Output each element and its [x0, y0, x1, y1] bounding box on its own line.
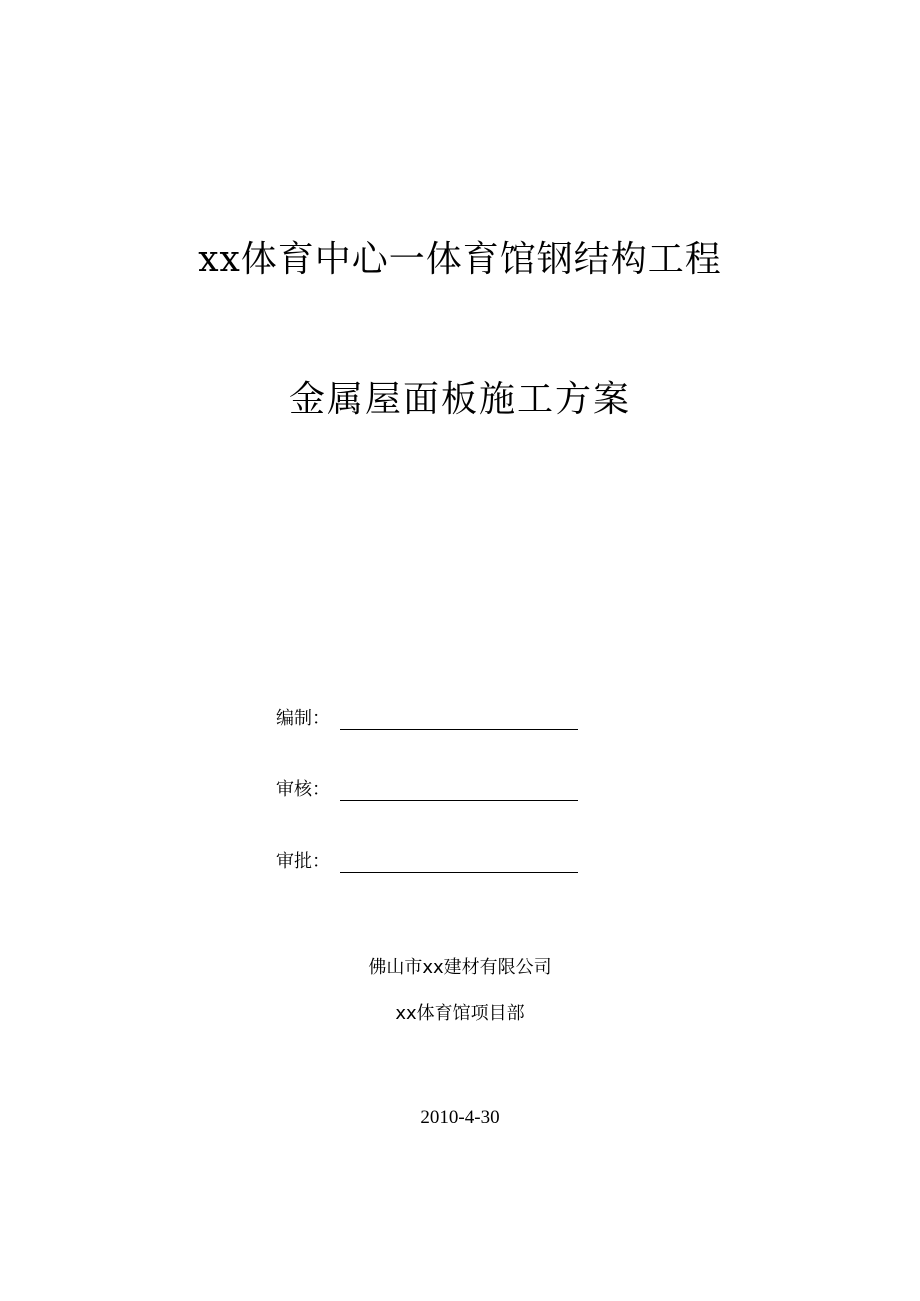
signature-row-compiled	[276, 704, 596, 734]
document-title-line-1: xx体育中心一体育馆钢结构工程	[198, 239, 722, 280]
signature-blank-compiled	[340, 729, 578, 730]
signature-blank-approved	[340, 872, 578, 873]
signature-label-approved: 审批：	[276, 851, 330, 872]
signature-row-reviewed	[276, 775, 596, 805]
signature-label-reviewed: 审核：	[276, 779, 330, 800]
signature-blank-reviewed	[340, 800, 578, 801]
signature-row-approved	[276, 847, 596, 877]
document-date: 2010-4-30	[420, 1107, 500, 1128]
project-department: xx体育馆项目部	[395, 1003, 525, 1024]
company-name: 佛山市xx建材有限公司	[368, 957, 552, 978]
signature-label-compiled: 编制：	[276, 708, 330, 729]
document-title-line-2: 金属屋面板施工方案	[288, 379, 631, 420]
